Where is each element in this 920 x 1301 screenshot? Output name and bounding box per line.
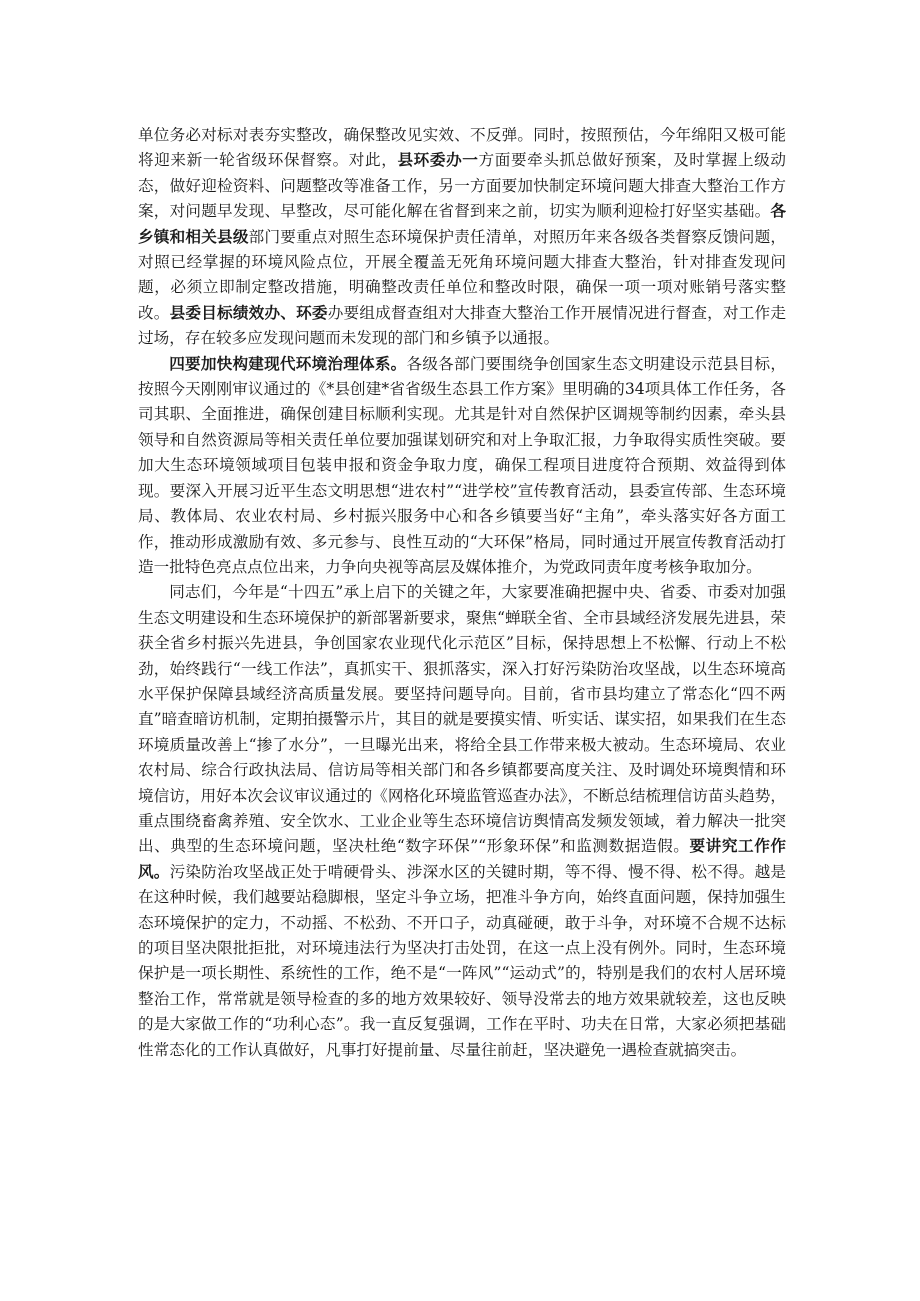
paragraph-1-run-1: 单位务必对标对表夯实整改，确保整改见实效、不反弹。同时，按照预估，今年绵阳又极可能将迎来新一轮省级环保督察。对此， — [138, 126, 786, 170]
paragraph-1-run-5: 部门要重点对照生态环境保护责任清单，对照历年来各级各类督察反馈问题，对照已经掌握的环境风险点位，开展全覆盖无死角环境问题大排查大整治，针对排查发现问题，必须立即制定整改措施，明确整改责任单位和整改时限，确保一项一项对账销号落实整改。 — [138, 227, 786, 322]
paragraph-2-run-2: 各级各部门要围绕争创国家生态文明建设示范县目标，按照今天刚刚审议通过的《*县创建*省省级生态县工作方案》里明确的34项具体工作任务，各司其职、全面推进，确保创建目标顺利实现。尤其是针对自然保护区调规等制约因素，牵头县领导和自然资源局等相关责任单位要加强谋划研究和对上争取汇报，力争取得实质性突破。要加大生态环境领域项目包装申报和资金争取力度，确保工程项目进度符合预期、效益得到体现。要深入开展习近平生态文明思想“进农村”“进学校”宣传教育活动，县委宣传部、生态环境局、教体局、农业农村局、乡村振兴服务中心和各乡镇要当好“主角”，牵头落实好各方面工作，推动形成激励有效、多元参与、良性互动的“大环保”格局，同时通过开展宣传教育活动打造一批特色亮点点位出来，力争向央视等高层及媒体推介，为党政同责年度考核争取加分。 — [138, 354, 786, 576]
paragraph-1-run-3: 方面要牵头抓总做好预案，及时掌握上级动态，做好迎检资料、问题整改等准备工作，另一方面要加快制定环境问题大排查大整治工作方案，对问题早发现、早整改，尽可能化解在省督到来之前，切实为顺利迎检打好坚实基础。 — [138, 151, 786, 221]
document-body — [138, 123, 786, 1063]
paragraph-2 — [138, 352, 786, 581]
paragraph-3 — [138, 580, 786, 1063]
paragraph-1-run-7: 办要组成督查组对大排查大整治工作开展情况进行督查，对工作走过场，存在较多应发现问题而未发现的部门和乡镇予以通报。 — [138, 303, 786, 348]
paragraph-1 — [138, 123, 786, 352]
paragraph-1-bold-run-6: 县委目标绩效办、环委 — [169, 303, 328, 322]
paragraph-1-bold-run-4: 各乡镇和相关县级 — [138, 202, 786, 246]
paragraph-3-bold-run-2: 要讲究工作作风。 — [138, 837, 786, 881]
paragraph-2-heading: 四要加快构建现代环境治理体系。 — [169, 354, 407, 373]
paragraph-1-bold-run-2: 县环委办一 — [397, 151, 479, 170]
paragraph-3-run-3: 污染防治攻坚战正处于啃硬骨头、涉深水区的关键时期，等不得、慢不得、松不得。越是在这种时候，我们越要站稳脚根，坚定斗争立场，把准斗争方向，始终直面问题，保持加强生态环境保护的定力，不动摇、不松劲、不开口子，动真碰硬，敢于斗争，对环境不合规不达标的项目坚决限批拒批，对环境违法行为坚决打击处罚，在这一点上没有例外。同时，生态环境保护是一项长期性、系统性的工作，绝不是“一阵风”“运动式”的，特别是我们的农村人居环境整治工作，常常就是领导检查的多的地方效果较好、领导没常去的地方效果就较差，这也反映的是大家做工作的“功利心态”。我一直反复强调，工作在平时、功夫在日常，大家必须把基础性常态化的工作认真做好，凡事打好提前量、尽量往前赶，坚决避免一遇检查就搞突击。 — [138, 862, 786, 1059]
paragraph-3-run-1: 同志们，今年是“十四五”承上启下的关键之年，大家要准确把握中央、省委、市委对加强生态文明建设和生态环境保护的新部署新要求，聚焦“蝉联全省、全市县域经济发展先进县，荣获全省乡村振兴先进县，争创国家农业现代化示范区”目标，保持思想上不松懈、行动上不松劲，始终践行“一线工作法”，真抓实干、狠抓落实，深入打好污染防治攻坚战，以生态环境高水平保护保障县域经济高质量发展。要坚持问题导向。目前，省市县均建立了常态化“四不两直”暗查暗访机制，定期拍摄警示片，其目的就是要摸实情、听实话、谋实招，如果我们在生态环境质量改善上“掺了水分”，一旦曝光出来，将给全县工作带来极大被动。生态环境局、农业农村局、综合行政执法局、信访局等相关部门和各乡镇都要高度关注、及时调处环境舆情和环境信访，用好本次会议审议通过的《网格化环境监管巡查办法》，不断总结梳理信访苗头趋势，重点围绕畜禽养殖、安全饮水、工业企业等生态环境信访舆情高发频发领域，着力解决一批突出、典型的生态环境问题，坚决杜绝“数字环保”“形象环保”和监测数据造假。 — [138, 583, 786, 856]
